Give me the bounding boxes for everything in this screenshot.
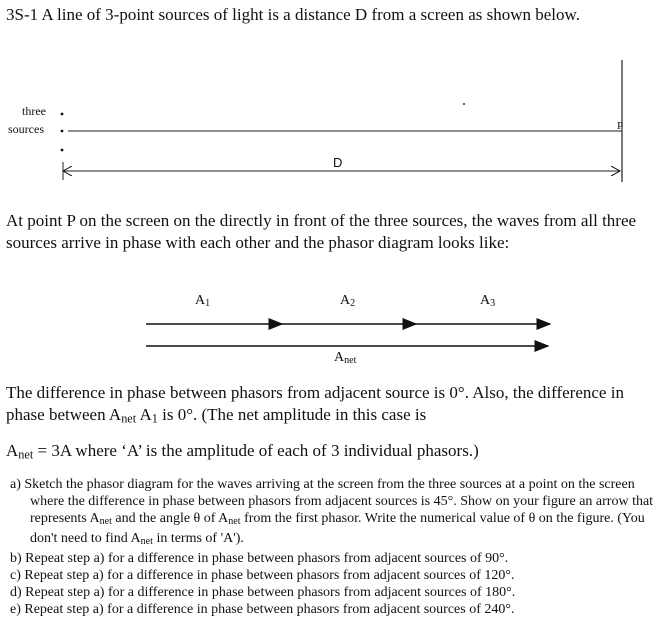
paragraph-net-amplitude: $A_{net} = 3A$ where ‘A’ is the amplitude of each of 3 individual phasors.): [6, 441, 479, 462]
question-list: [10, 476, 662, 618]
phasor-label-A2: $A_2$: [340, 293, 356, 310]
label-sources: sources: [8, 122, 44, 136]
label-point-P: P: [617, 120, 624, 132]
phasor-label-A3: $A_3$: [480, 293, 496, 310]
phasor-label-A1: $A_1$: [195, 293, 211, 310]
paragraph-in-phase: At point P on the screen on the directly in front of the three sources, the waves from all three sources arrive in phase with each other and the phasor diagram looks like:: [6, 211, 637, 252]
paragraph-phase-difference: The difference in phase between phasors from adjacent source is 0°. Also, the difference in phase between $A_{net}$ $A_1$ is 0°. (The net amplitude in this case is: [6, 383, 624, 426]
phasor-label-Anet: $A_{net}$: [334, 350, 357, 367]
label-distance-D: D: [333, 155, 343, 170]
question-c: c) Repeat step a) for a difference in phase between phasors from adjacent sources of 120°.: [10, 568, 515, 584]
question-d: d) Repeat step a) for a difference in phase between phasors from adjacent sources of 180°.: [10, 585, 516, 601]
label-three: three: [22, 104, 46, 118]
question-a: a) Sketch the phasor diagram for the waves arriving at the screen from the three sources at a point on the screen where the difference in phase between phasors from adjacent sources is 45°. Show on your figure an arrow that represents $A_{net}$ and the angle θ of $A_{net}$ from the first phasor. Write the numerical value of θ on the figure. (You don't need to find $A_{net}$ in terms of 'A').: [10, 477, 654, 548]
question-b: b) Repeat step a) for a difference in phase between phasors from adjacent sources of 90°.: [10, 551, 509, 567]
problem-title: 3S-1 A line of 3-point sources of light is a distance D from a screen as shown below.: [6, 5, 580, 24]
question-e: e) Repeat step a) for a difference in phase between phasors from adjacent sources of 240°.: [10, 602, 515, 618]
